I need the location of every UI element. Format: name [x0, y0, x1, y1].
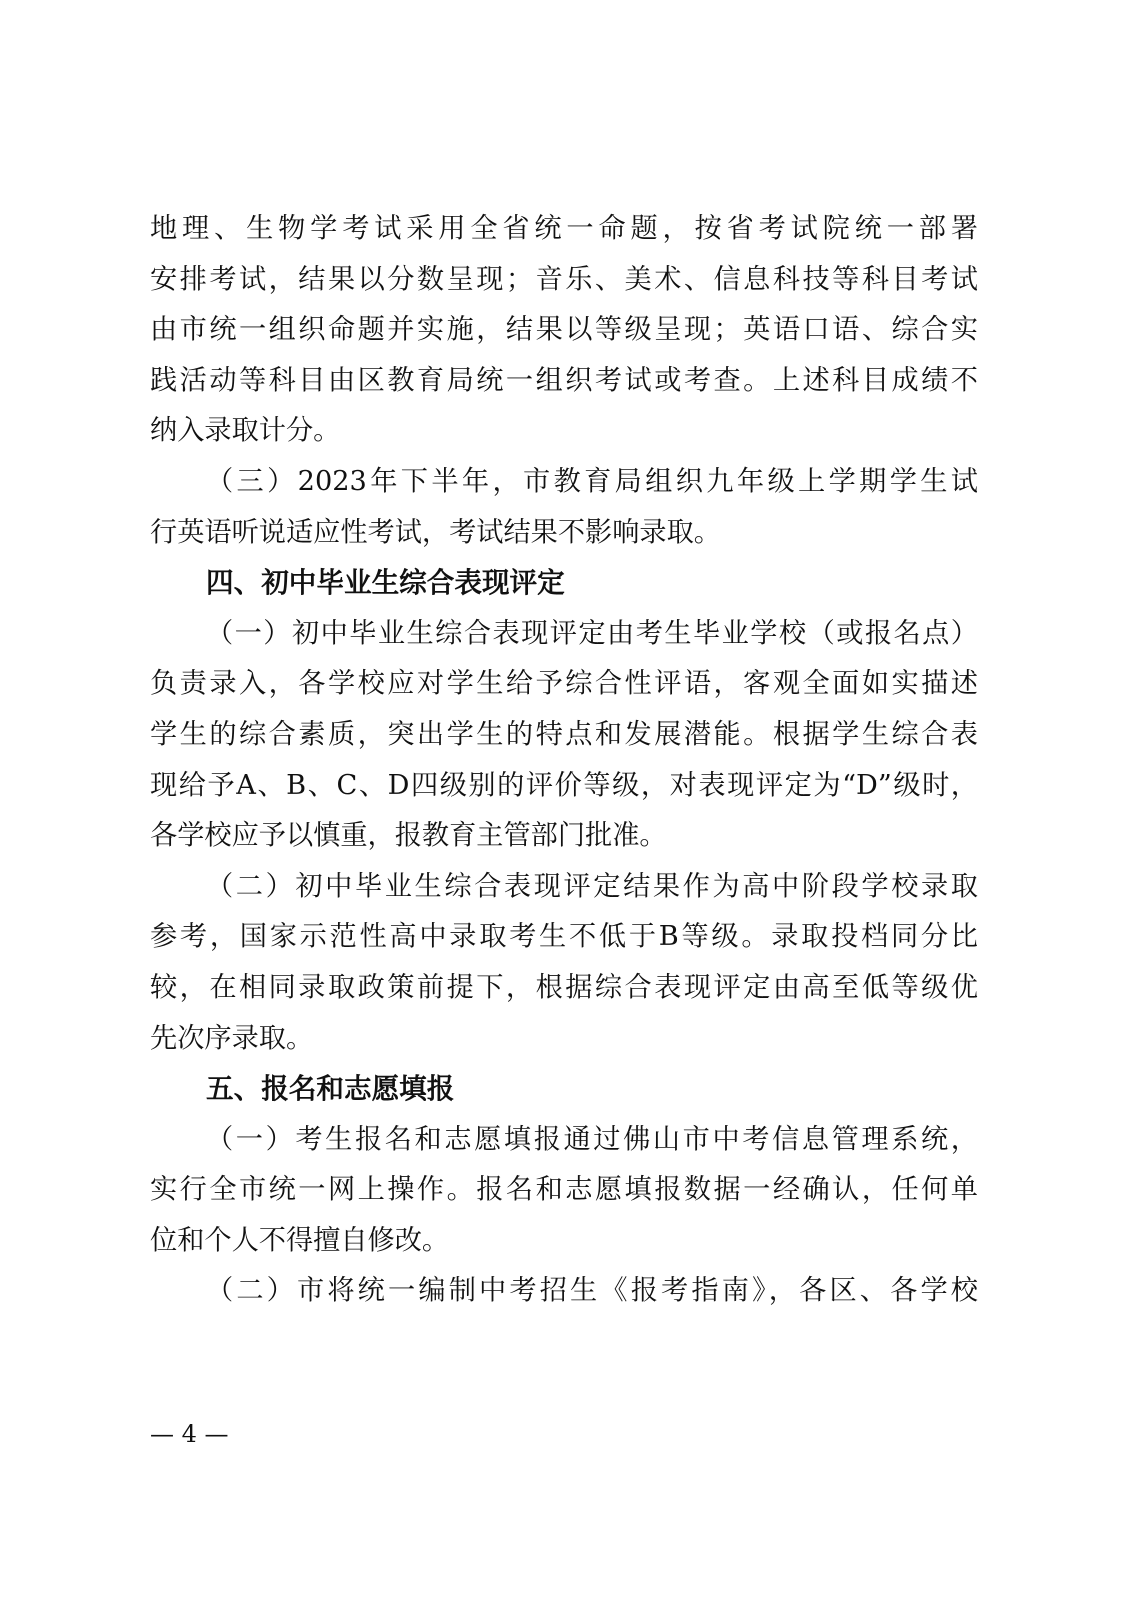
section-heading-5: 五、报名和志愿填报 [206, 1072, 455, 1106]
text-line: 较，在相同录取政策前提下，根据综合表现评定由高至低等级优 [150, 971, 978, 1003]
text-line: 行英语听说适应性考试，考试结果不影响录取。 [150, 516, 721, 548]
text-line: 参考，国家示范性高中录取考生不低于B等级。录取投档同分比 [150, 921, 978, 953]
text-line: 地理、生物学考试采用全省统一命题，按省考试院统一部署 [150, 213, 978, 244]
text-line: 践活动等科目由区教育局统一组织考试或考查。上述科目成绩不 [150, 364, 978, 396]
text-line: 纳入录取计分。 [150, 415, 341, 447]
text-line: 负责录入，各学校应对学生给予综合性评语，客观全面如实描述 [150, 668, 978, 700]
text-line: 位和个人不得擅自修改。 [150, 1224, 450, 1256]
paragraph-start-line: （一）初中毕业生综合表现评定由考生毕业学校（或报名点） [206, 617, 978, 649]
paragraph-start-line: （二）初中毕业生综合表现评定结果作为高中阶段学校录取 [206, 870, 978, 902]
text-line: 各学校应予以慎重，报教育主管部门批准。 [150, 820, 667, 852]
text-line: 由市统一组织命题并实施，结果以等级呈现；英语口语、综合实 [150, 314, 978, 346]
paragraph-start-line: （二）市将统一编制中考招生《报考指南》，各区、各学校 [206, 1275, 978, 1307]
body-text [150, 204, 978, 1317]
paragraph-start-line: （三）2023年下半年，市教育局组织九年级上学期学生试 [206, 465, 978, 497]
paragraph-start-line: （一）考生报名和志愿填报通过佛山市中考信息管理系统， [206, 1123, 978, 1155]
text-line: 现给予A、B、C、D四级别的评价等级，对表现评定为“D”级时， [150, 769, 978, 801]
text-line: 安排考试，结果以分数呈现；音乐、美术、信息科技等科目考试 [150, 263, 978, 295]
section-heading-4: 四、初中毕业生综合表现评定 [206, 566, 565, 600]
text-line: 先次序录取。 [150, 1022, 314, 1054]
text-line: 实行全市统一网上操作。报名和志愿填报数据一经确认，任何单 [150, 1174, 978, 1206]
text-line: 学生的综合素质，突出学生的特点和发展潜能。根据学生综合表 [150, 718, 978, 750]
page-number: — 4 — [150, 1420, 229, 1448]
